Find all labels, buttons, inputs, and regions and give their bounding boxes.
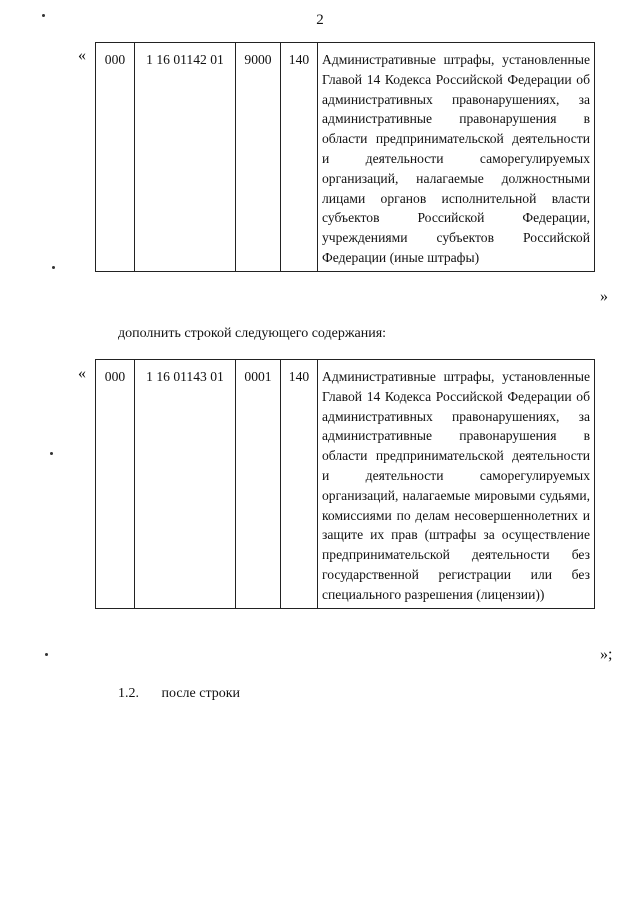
open-quote-1: «	[78, 47, 86, 64]
clause-line	[118, 686, 240, 702]
clause-number: 1.2.	[118, 686, 139, 701]
insert-instruction: дополнить строкой следующего содержания:	[118, 326, 387, 341]
open-quote-2: «	[78, 365, 86, 382]
table-row	[96, 43, 595, 272]
page-number: 2	[316, 12, 324, 28]
kind-code-cell: 140	[281, 43, 318, 272]
description-cell: Административные штрафы, установленные Главой 14 Кодекса Российской Федерации об административных правонарушениях, за административные правонарушения в области предпринимательской деятельности и деятельности саморегулируемых организаций, налагаемые должностными лицами органов исполнительной власти субъектов Российской Федерации, учреждениями субъектов Российской Федерации (иные штрафы)	[318, 43, 595, 272]
kind-code-cell: 140	[281, 360, 318, 609]
kbk-code-cell: 1 16 01142 01	[135, 43, 236, 272]
close-quote-1: »	[600, 288, 608, 305]
scan-mark	[45, 653, 48, 656]
admin-code-cell: 000	[96, 360, 135, 609]
scan-mark	[50, 452, 53, 455]
scan-mark	[42, 14, 45, 17]
subcode-cell: 0001	[236, 360, 281, 609]
budget-code-table-1	[95, 42, 595, 272]
scan-mark	[52, 266, 55, 269]
clause-text: после строки	[161, 686, 241, 701]
budget-code-table-2	[95, 359, 595, 609]
close-quote-2: »;	[600, 646, 613, 663]
admin-code-cell: 000	[96, 43, 135, 272]
description-cell: Административные штрафы, установленные Главой 14 Кодекса Российской Федерации об административных правонарушениях, за административные правонарушения в области предпринимательской деятельности и деятельности саморегулируемых организаций, налагаемые мировыми судьями, комиссиями по делам несовершеннолетних и защите их прав (штрафы за осуществление предпринимательской деятельности без государственной регистрации или без специального разрешения (лицензии))	[318, 360, 595, 609]
kbk-code-cell: 1 16 01143 01	[135, 360, 236, 609]
table-row	[96, 360, 595, 609]
subcode-cell: 9000	[236, 43, 281, 272]
